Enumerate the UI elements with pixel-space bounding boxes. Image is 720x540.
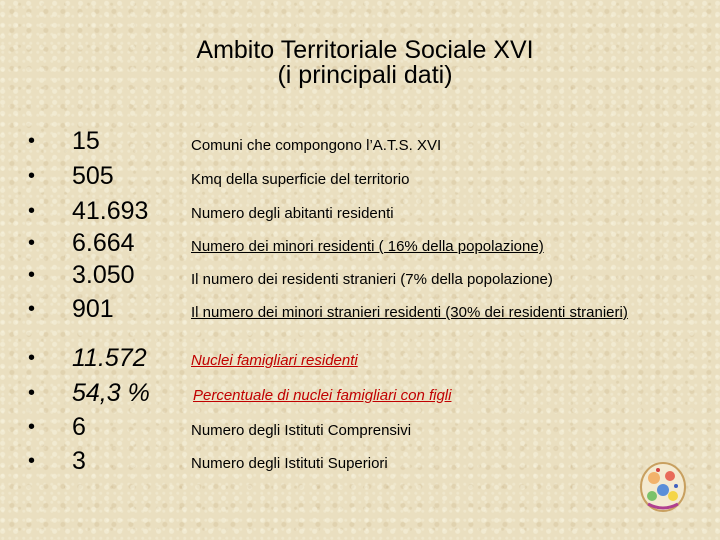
desc-minori-stranieri: Il numero dei minori stranieri residenti (30% dei residenti stranieri) bbox=[191, 304, 628, 321]
value-comuni: 15 bbox=[72, 127, 100, 155]
bullet: • bbox=[28, 347, 36, 369]
bullet: • bbox=[28, 382, 36, 404]
value-abitanti: 41.693 bbox=[72, 197, 149, 225]
value-superiori: 3 bbox=[72, 447, 86, 475]
bullet: • bbox=[28, 165, 36, 187]
desc-superiori: Numero degli Istituti Superiori bbox=[191, 455, 388, 472]
title-line-1: Ambito Territoriale Sociale XVI bbox=[196, 36, 534, 64]
value-superficie: 505 bbox=[72, 162, 114, 190]
title-line-2: (i principali dati) bbox=[277, 61, 453, 89]
bullet: • bbox=[28, 416, 36, 438]
slide-title bbox=[100, 38, 630, 88]
value-nuclei: 11.572 bbox=[72, 344, 147, 372]
value-stranieri: 3.050 bbox=[72, 261, 135, 289]
desc-abitanti: Numero degli abitanti residenti bbox=[191, 205, 394, 222]
bullet: • bbox=[28, 200, 36, 222]
bullet: • bbox=[28, 130, 36, 152]
bullet: • bbox=[28, 450, 36, 472]
desc-minori: Numero dei minori residenti ( 16% della popolazione) bbox=[191, 238, 544, 255]
desc-stranieri: Il numero dei residenti stranieri (7% della popolazione) bbox=[191, 271, 553, 288]
link-nuclei[interactable]: Nuclei famigliari residenti bbox=[191, 352, 358, 369]
value-comprensivi: 6 bbox=[72, 413, 86, 441]
value-minori-stranieri: 901 bbox=[72, 295, 114, 323]
value-minori: 6.664 bbox=[72, 229, 135, 257]
bullet: • bbox=[28, 298, 36, 320]
colorful-children-logo-icon bbox=[638, 460, 688, 514]
bullet: • bbox=[28, 264, 36, 286]
link-percentuale[interactable]: Percentuale di nuclei famigliari con figli bbox=[193, 387, 452, 404]
value-percentuale: 54,3 % bbox=[72, 379, 150, 407]
desc-superficie: Kmq della superficie del territorio bbox=[191, 171, 410, 188]
desc-comuni: Comuni che compongono l’A.T.S. XVI bbox=[191, 137, 442, 154]
bullet: • bbox=[28, 232, 36, 254]
desc-comprensivi: Numero degli Istituti Comprensivi bbox=[191, 422, 412, 439]
